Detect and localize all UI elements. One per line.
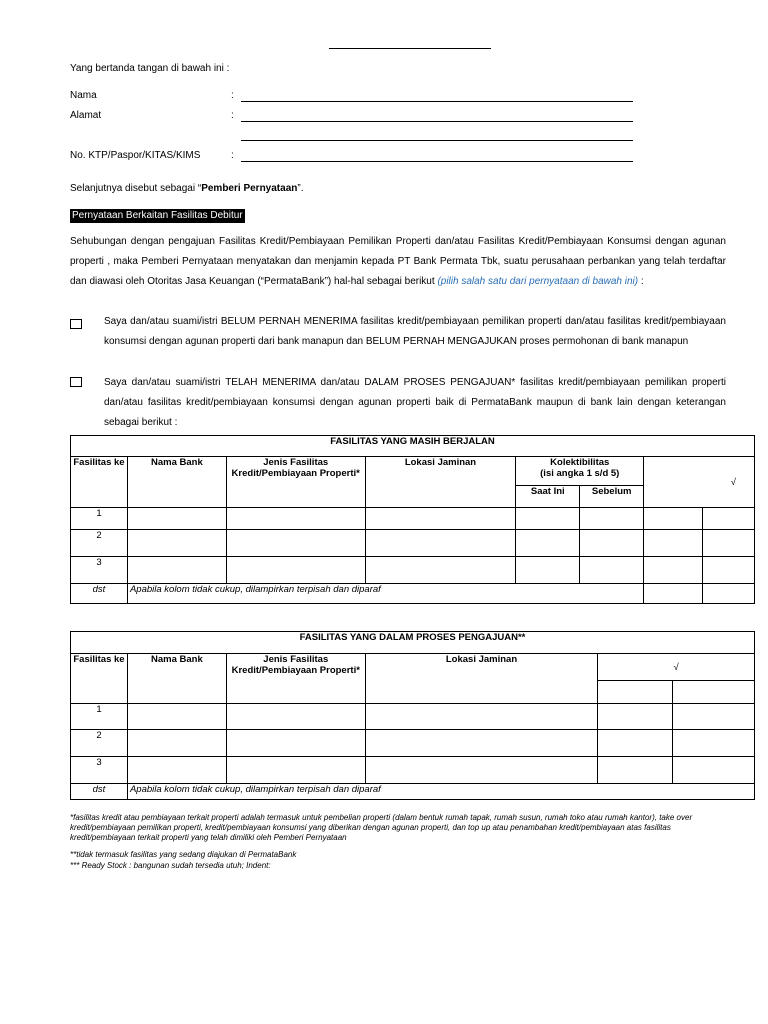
check-cell[interactable]	[703, 508, 755, 530]
table2-col-lokasi: Lokasi Jaminan	[365, 654, 598, 704]
lokasi-cell[interactable]	[365, 757, 598, 784]
section-title: Pernyataan Berkaitan Fasilitas Debitur	[72, 210, 243, 221]
table2-note: Apabila kolom tidak cukup, dilampirkan terpisah dan diparaf	[127, 784, 754, 800]
colon: :	[231, 150, 234, 161]
dst-label: dst	[71, 584, 128, 604]
check-cell[interactable]	[598, 704, 673, 730]
check-cell[interactable]	[703, 557, 755, 584]
colon: :	[231, 110, 234, 121]
main-paragraph-text: Sehubungan dengan pengajuan Fasilitas Kredit/Pembiayaan Pemilikan Properti dan/atau Fasilitas Kredit/Pembiayaan Konsumsi dengan agunan properti , maka Pemberi Pernyataan menyatakan dan menjamin kepada PT Bank Permata Tbk, suatu perusahaan perbankan yang telah terdaftar dan diawasi oleh Otoritas Jasa Keuangan (“PermataBank”) hal-hal sebagai berikut	[70, 236, 726, 287]
field-label-alamat: Alamat	[70, 110, 102, 121]
check-cell[interactable]	[598, 730, 673, 757]
table1-title: FASILITAS YANG MASIH BERJALAN	[71, 436, 755, 457]
table1-col-saat-ini: Saat Ini	[516, 486, 580, 508]
footnote-3: *** Ready Stock : bangunan sudah tersedia utuh; Indent:	[70, 861, 271, 870]
lokasi-cell[interactable]	[365, 730, 598, 757]
table-row	[71, 757, 755, 784]
bank-cell[interactable]	[127, 557, 226, 584]
row-number: 1	[71, 704, 128, 730]
table1-col-kolek-sub: (isi angka 1 s/d 5)	[540, 468, 620, 479]
referred-text	[70, 183, 303, 194]
lokasi-cell[interactable]	[365, 704, 598, 730]
saat-ini-cell[interactable]	[516, 508, 580, 530]
dst-label: dst	[71, 784, 128, 800]
check-cell[interactable]	[703, 530, 755, 557]
check-cell[interactable]	[644, 557, 703, 584]
lokasi-cell[interactable]	[365, 557, 516, 584]
alamat-field-line2[interactable]	[241, 140, 633, 141]
table1-col-sebelum: Sebelum	[580, 486, 644, 508]
check-cell[interactable]	[703, 584, 755, 604]
sebelum-cell[interactable]	[580, 530, 644, 557]
bank-cell[interactable]	[127, 757, 226, 784]
table-row	[71, 530, 755, 557]
bank-cell[interactable]	[127, 508, 226, 530]
table-pending-facilities	[70, 631, 755, 800]
sebelum-cell[interactable]	[580, 557, 644, 584]
table-row	[71, 584, 755, 604]
ktp-field[interactable]	[241, 161, 633, 162]
top-signature-line	[329, 48, 491, 49]
referred-prefix: Selanjutnya disebut sebagai “	[70, 183, 202, 194]
table1-col-lokasi: Lokasi Jaminan	[365, 457, 516, 508]
row-number: 3	[71, 757, 128, 784]
table-row	[71, 784, 755, 800]
check-cell[interactable]	[673, 704, 755, 730]
check-cell[interactable]	[673, 681, 755, 704]
row-number: 3	[71, 557, 128, 584]
field-label-ktp: No. KTP/Paspor/KITAS/KIMS	[70, 150, 201, 161]
jenis-cell[interactable]	[226, 704, 365, 730]
table1-col-bank: Nama Bank	[127, 457, 226, 508]
alamat-field[interactable]	[241, 121, 633, 122]
check-cell[interactable]	[644, 584, 703, 604]
option2-text: Saya dan/atau suami/istri TELAH MENERIMA dan/atau DALAM PROSES PENGAJUAN* fasilitas kredit/pembiayaan pemilikan properti dan/atau fasilitas kredit/pembiayaan konsumsi dengan agunan properti baik di PermataBank maupun di bank lain dengan keterangan sebagai berikut :	[104, 377, 726, 428]
table2-col-jenis: Jenis Fasilitas Kredit/Pembiayaan Properti*	[226, 654, 365, 704]
saat-ini-cell[interactable]	[516, 557, 580, 584]
nama-field[interactable]	[241, 101, 633, 102]
check-cell[interactable]	[644, 508, 703, 530]
footnote-1: *fasilitas kredit atau pembiayaan terkait properti adalah termasuk untuk pembelian properti (dalam bentuk rumah tapak, rumah susun, rumah toko atau rumah kantor), take over kredit/pembiayaan pemilikan properti, kredit/pembiayaan konsumsi yang diberikan dengan agunan properti, dan top up atau penambahan kredit/pembiayaan atas fasilitas kredit/pembiayaan terkait properti yang telah dimiliki oleh Pemberi Pernyataan	[70, 813, 693, 842]
table1-col-kolek-title: Kolektibilitas	[550, 457, 610, 468]
lokasi-cell[interactable]	[365, 508, 516, 530]
colon: :	[231, 90, 234, 101]
table2-col-bank: Nama Bank	[127, 654, 226, 704]
row-number: 1	[71, 508, 128, 530]
lokasi-cell[interactable]	[365, 530, 516, 557]
table1-note: Apabila kolom tidak cukup, dilampirkan terpisah dan diparaf	[127, 584, 643, 604]
jenis-cell[interactable]	[226, 508, 365, 530]
option2-checkbox[interactable]	[70, 377, 82, 387]
bank-cell[interactable]	[127, 730, 226, 757]
option1-checkbox[interactable]	[70, 319, 82, 329]
main-paragraph-end: :	[638, 276, 644, 287]
table1-check-header: √	[644, 457, 755, 508]
jenis-cell[interactable]	[226, 757, 365, 784]
check-cell[interactable]	[598, 681, 673, 704]
field-label-nama: Nama	[70, 90, 97, 101]
option1-text: Saya dan/atau suami/istri BELUM PERNAH MENERIMA fasilitas kredit/pembiayaan pemilikan properti dan/atau fasilitas kredit/pembiayaan konsumsi dengan agunan properti dari bank manapun dan BELUM PERNAH MENGAJUKAN proses permohonan di bank manapun	[104, 316, 726, 347]
check-cell[interactable]	[673, 757, 755, 784]
table-row	[71, 508, 755, 530]
table1-col-fasilitas: Fasilitas ke	[71, 457, 128, 508]
check-cell[interactable]	[673, 730, 755, 757]
check-cell[interactable]	[644, 530, 703, 557]
table-row	[71, 704, 755, 730]
referred-suffix: ”.	[297, 183, 304, 194]
table-row	[71, 730, 755, 757]
jenis-cell[interactable]	[226, 730, 365, 757]
table2-check-header: √	[598, 654, 755, 681]
table-active-facilities	[70, 435, 755, 604]
sebelum-cell[interactable]	[580, 508, 644, 530]
footnote-2: **tidak termasuk fasilitas yang sedang diajukan di PermataBank	[70, 850, 297, 859]
main-paragraph	[70, 232, 726, 292]
bank-cell[interactable]	[127, 704, 226, 730]
check-cell[interactable]	[598, 757, 673, 784]
bank-cell[interactable]	[127, 530, 226, 557]
table2-col-fasilitas: Fasilitas ke	[71, 654, 128, 704]
jenis-cell[interactable]	[226, 530, 365, 557]
row-number: 2	[71, 730, 128, 757]
intro-text: Yang bertanda tangan di bawah ini :	[70, 63, 230, 74]
table1-col-jenis: Jenis Fasilitas Kredit/Pembiayaan Properti*	[226, 457, 365, 508]
row-number: 2	[71, 530, 128, 557]
referred-name: Pemberi Pernyataan	[201, 183, 298, 194]
jenis-cell[interactable]	[226, 557, 365, 584]
instruction-text: (pilih salah satu dari pernyataan di bawah ini)	[437, 276, 639, 287]
table2-title: FASILITAS YANG DALAM PROSES PENGAJUAN**	[71, 632, 755, 654]
table1-col-kolektibilitas	[516, 457, 644, 486]
saat-ini-cell[interactable]	[516, 530, 580, 557]
table-row	[71, 557, 755, 584]
